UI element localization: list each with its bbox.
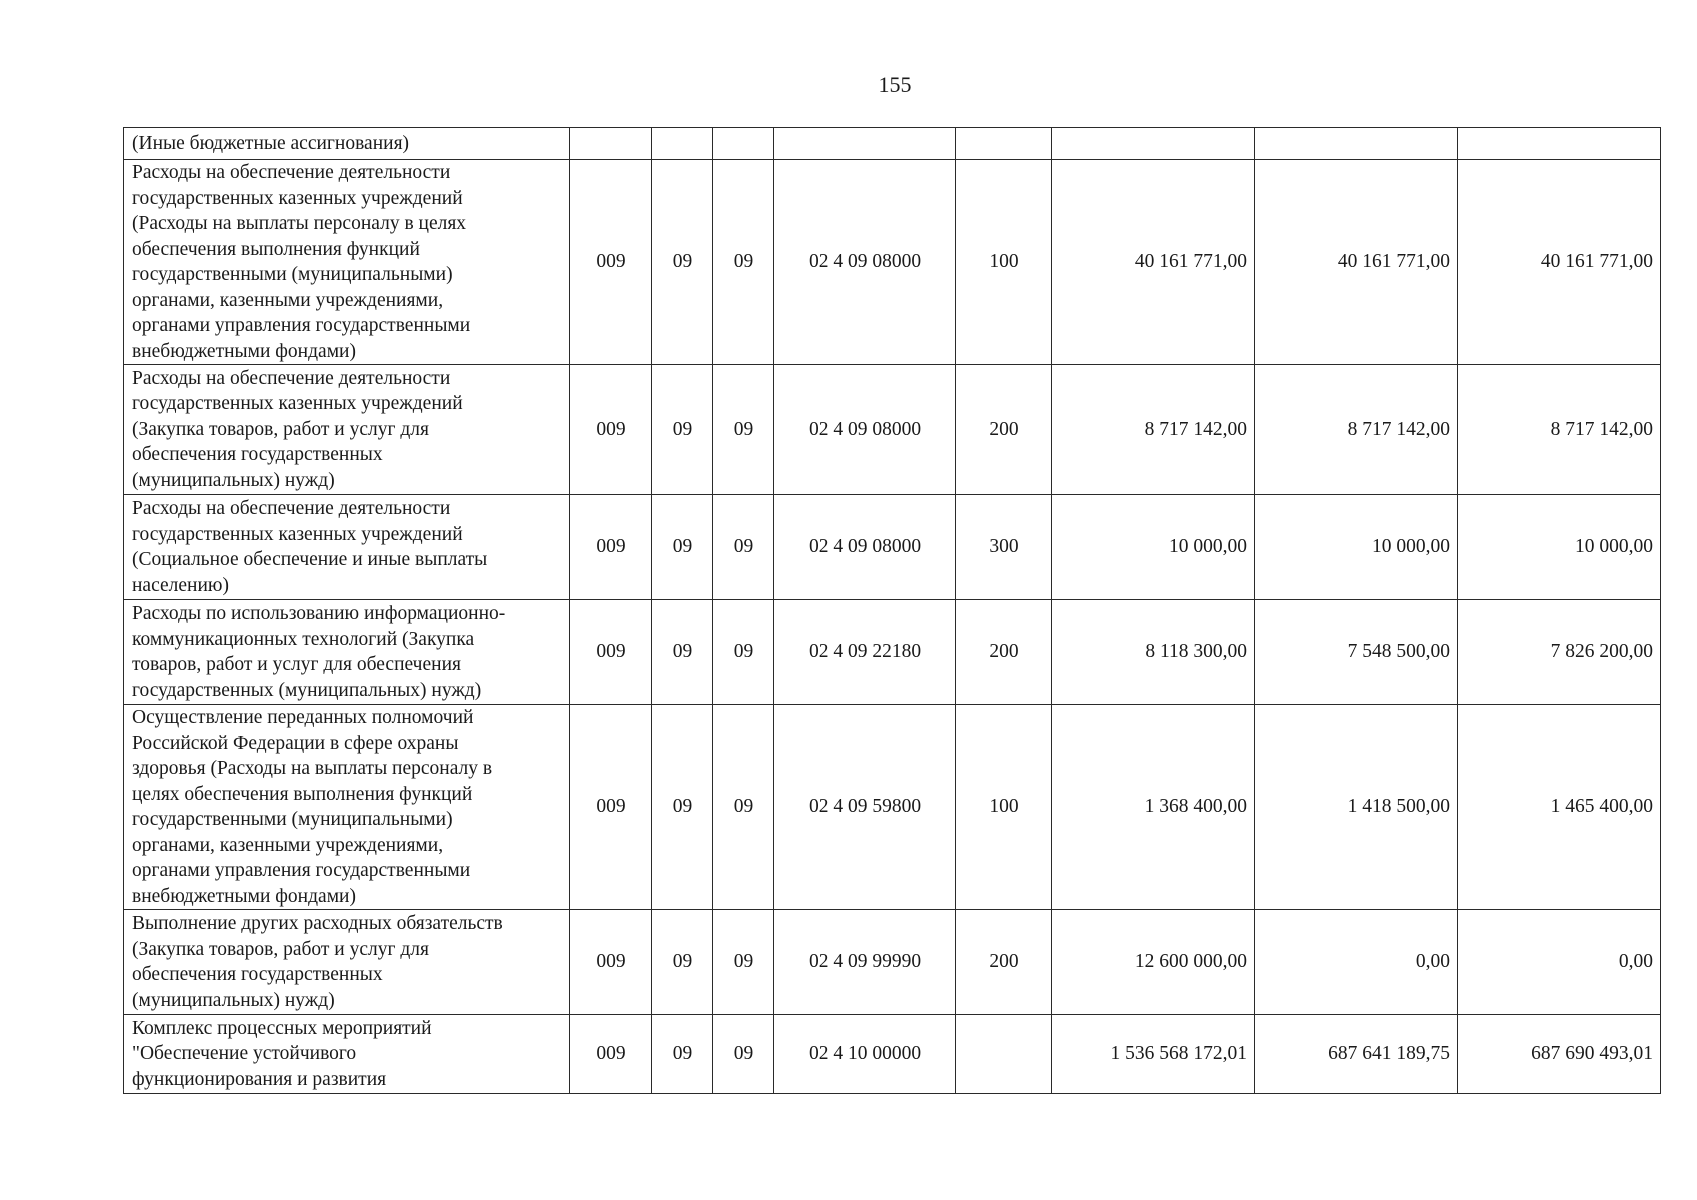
description-line: (муниципальных) нужд) xyxy=(132,989,335,1011)
description-line: государственными (муниципальными) xyxy=(132,264,453,285)
description-line: (Расходы на выплаты персоналу в целях xyxy=(132,213,467,234)
amount-year-1-cell: 1 536 568 172,01 xyxy=(1052,1015,1255,1094)
table-row xyxy=(124,600,1661,705)
amount-year-2-cell: 8 717 142,00 xyxy=(1255,365,1458,495)
budget-expenditure-table xyxy=(123,127,1661,1094)
section-code-cell xyxy=(652,128,713,160)
expense-type-cell: 300 xyxy=(956,495,1052,600)
amount-year-3-cell: 0,00 xyxy=(1458,910,1661,1015)
ministry-code-cell: 009 xyxy=(570,365,652,495)
description-cell xyxy=(124,705,570,910)
expense-type-cell xyxy=(956,128,1052,160)
description-cell xyxy=(124,1015,570,1094)
target-article-cell: 02 4 10 00000 xyxy=(774,1015,956,1094)
target-article-cell: 02 4 09 08000 xyxy=(774,495,956,600)
target-article-cell: 02 4 09 22180 xyxy=(774,600,956,705)
description-line: Российской Федерации в сфере охраны xyxy=(132,732,459,754)
description-line: органами управления государственными xyxy=(132,315,471,336)
amount-year-3-cell: 687 690 493,01 xyxy=(1458,1015,1661,1094)
ministry-code-cell: 009 xyxy=(570,910,652,1015)
description-line: органами управления государственными xyxy=(132,860,471,881)
description-line: Расходы на обеспечение деятельности xyxy=(132,162,451,183)
amount-year-3-cell xyxy=(1458,128,1661,160)
table-row xyxy=(124,705,1661,910)
target-article-cell: 02 4 09 08000 xyxy=(774,365,956,495)
table-body xyxy=(124,128,1661,1094)
ministry-code-cell: 009 xyxy=(570,495,652,600)
target-article-cell: 02 4 09 08000 xyxy=(774,160,956,365)
expense-type-cell xyxy=(956,1015,1052,1094)
description-line: Комплекс процессных мероприятий xyxy=(132,1017,432,1039)
description-line: Расходы по использованию информационно- xyxy=(132,603,506,624)
amount-year-1-cell: 8 717 142,00 xyxy=(1052,365,1255,495)
page-number: 155 xyxy=(878,72,912,97)
amount-year-1-cell xyxy=(1052,128,1255,160)
description-line: Расходы на обеспечение деятельности xyxy=(132,367,451,389)
description-line: государственными (муниципальными) xyxy=(132,809,453,830)
table-row xyxy=(124,910,1661,1015)
target-article-cell: 02 4 09 59800 xyxy=(774,705,956,910)
target-article-cell: 02 4 09 99990 xyxy=(774,910,956,1015)
section-code-cell: 09 xyxy=(652,160,713,365)
section-code-cell: 09 xyxy=(652,705,713,910)
amount-year-2-cell: 687 641 189,75 xyxy=(1255,1015,1458,1094)
description-cell xyxy=(124,495,570,600)
amount-year-1-cell: 10 000,00 xyxy=(1052,495,1255,600)
description-line: обеспечения выполнения функций xyxy=(132,238,420,260)
ministry-code-cell: 009 xyxy=(570,705,652,910)
subsection-code-cell: 09 xyxy=(713,160,774,365)
subsection-code-cell: 09 xyxy=(713,705,774,910)
description-line: (Закупка товаров, работ и услуг для xyxy=(132,418,429,440)
section-code-cell: 09 xyxy=(652,1015,713,1094)
description-line: (муниципальных) нужд) xyxy=(132,469,335,491)
description-line: здоровья (Расходы на выплаты персоналу в xyxy=(132,758,493,779)
description-line: обеспечения государственных xyxy=(132,444,383,466)
description-line: (Иные бюджетные ассигнования) xyxy=(132,132,410,154)
section-code-cell: 09 xyxy=(652,495,713,600)
description-line: "Обеспечение устойчивого xyxy=(132,1043,357,1065)
amount-year-3-cell: 8 717 142,00 xyxy=(1458,365,1661,495)
amount-year-1-cell: 40 161 771,00 xyxy=(1052,160,1255,365)
description-line: коммуникационных технологий (Закупка xyxy=(132,628,475,650)
description-line: государственных казенных учреждений xyxy=(132,523,463,545)
amount-year-3-cell: 7 826 200,00 xyxy=(1458,600,1661,705)
description-cell xyxy=(124,128,570,160)
section-code-cell: 09 xyxy=(652,365,713,495)
amount-year-1-cell: 8 118 300,00 xyxy=(1052,600,1255,705)
amount-year-1-cell: 1 368 400,00 xyxy=(1052,705,1255,910)
description-line: государственных казенных учреждений xyxy=(132,187,463,209)
ministry-code-cell: 009 xyxy=(570,1015,652,1094)
table-row xyxy=(124,365,1661,495)
description-line: обеспечения государственных xyxy=(132,964,383,985)
amount-year-3-cell: 10 000,00 xyxy=(1458,495,1661,600)
description-cell xyxy=(124,910,570,1015)
ministry-code-cell: 009 xyxy=(570,160,652,365)
table-row xyxy=(124,128,1661,160)
subsection-code-cell: 09 xyxy=(713,1015,774,1094)
expense-type-cell: 200 xyxy=(956,910,1052,1015)
subsection-code-cell: 09 xyxy=(713,600,774,705)
section-code-cell: 09 xyxy=(652,910,713,1015)
amount-year-2-cell: 40 161 771,00 xyxy=(1255,160,1458,365)
subsection-code-cell: 09 xyxy=(713,910,774,1015)
description-line: внебюджетными фондами) xyxy=(132,340,356,362)
expense-type-cell: 200 xyxy=(956,600,1052,705)
amount-year-2-cell: 7 548 500,00 xyxy=(1255,600,1458,705)
amount-year-3-cell: 40 161 771,00 xyxy=(1458,160,1661,365)
table-row xyxy=(124,495,1661,600)
description-line: органами, казенными учреждениями, xyxy=(132,289,444,311)
description-cell xyxy=(124,600,570,705)
subsection-code-cell xyxy=(713,128,774,160)
subsection-code-cell: 09 xyxy=(713,365,774,495)
table-row xyxy=(124,1015,1661,1094)
description-line: государственных (муниципальных) нужд) xyxy=(132,679,482,701)
description-line: функционирования и развития xyxy=(132,1068,387,1090)
expense-type-cell: 100 xyxy=(956,160,1052,365)
description-line: товаров, работ и услуг для обеспечения xyxy=(132,654,461,675)
description-line: внебюджетными фондами) xyxy=(132,885,356,907)
amount-year-3-cell: 1 465 400,00 xyxy=(1458,705,1661,910)
target-article-cell xyxy=(774,128,956,160)
description-line: Осуществление переданных полномочий xyxy=(132,707,474,728)
description-line: (Социальное обеспечение и иные выплаты xyxy=(132,549,488,570)
description-line: государственных казенных учреждений xyxy=(132,393,463,415)
ministry-code-cell xyxy=(570,128,652,160)
description-line: органами, казенными учреждениями, xyxy=(132,834,444,856)
expense-type-cell: 200 xyxy=(956,365,1052,495)
subsection-code-cell: 09 xyxy=(713,495,774,600)
amount-year-2-cell: 10 000,00 xyxy=(1255,495,1458,600)
description-line: целях обеспечения выполнения функций xyxy=(132,783,473,805)
description-line: (Закупка товаров, работ и услуг для xyxy=(132,938,429,960)
amount-year-2-cell xyxy=(1255,128,1458,160)
amount-year-2-cell: 0,00 xyxy=(1255,910,1458,1015)
amount-year-1-cell: 12 600 000,00 xyxy=(1052,910,1255,1015)
description-line: населению) xyxy=(132,574,229,596)
section-code-cell: 09 xyxy=(652,600,713,705)
expense-type-cell: 100 xyxy=(956,705,1052,910)
ministry-code-cell: 009 xyxy=(570,600,652,705)
description-cell xyxy=(124,365,570,495)
description-cell xyxy=(124,160,570,365)
description-line: Расходы на обеспечение деятельности xyxy=(132,498,451,519)
description-line: Выполнение других расходных обязательств xyxy=(132,913,503,934)
table-row xyxy=(124,160,1661,365)
amount-year-2-cell: 1 418 500,00 xyxy=(1255,705,1458,910)
